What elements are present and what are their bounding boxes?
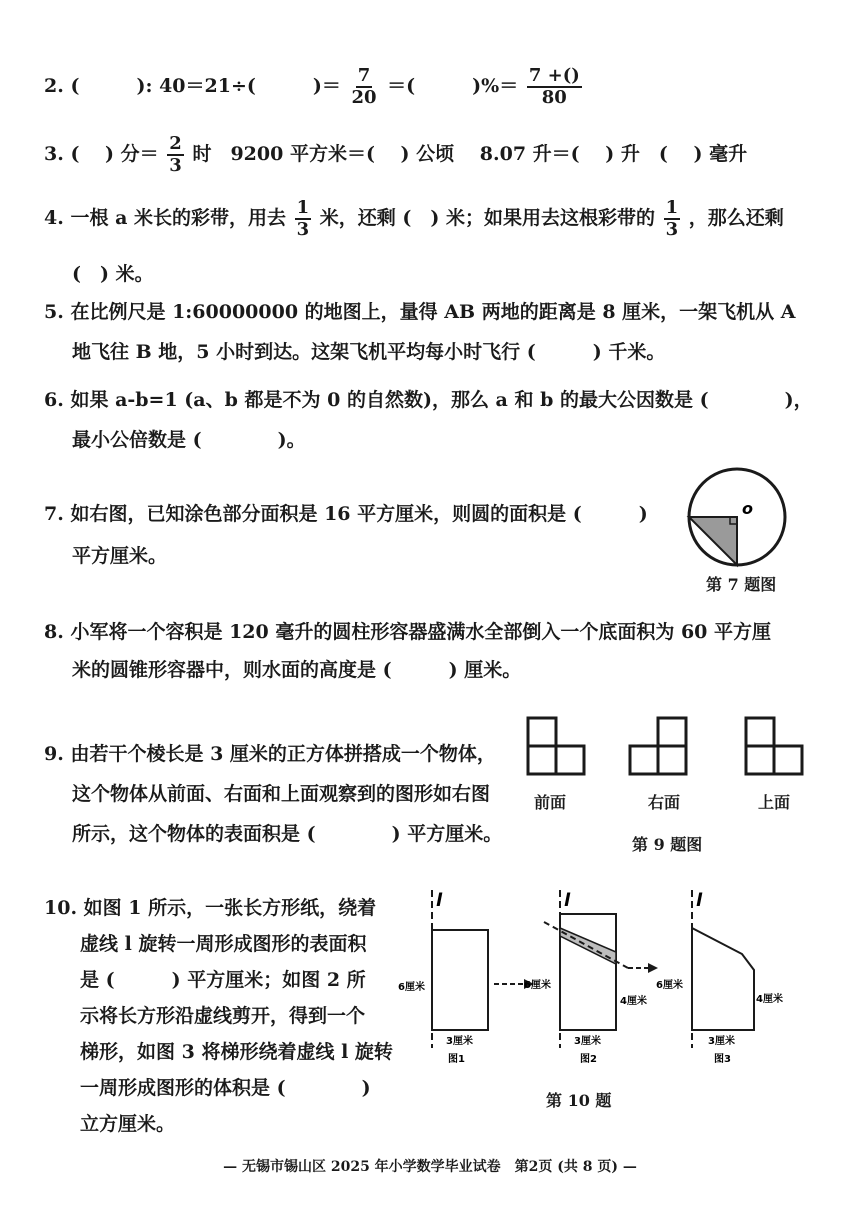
- question-text: 3. ( ) 分＝: [44, 143, 159, 165]
- question-4: [44, 198, 784, 240]
- dimension-label: 3厘米: [708, 1036, 735, 1047]
- question-text: ＝( )%＝: [387, 75, 519, 97]
- figure-label: 图1: [448, 1054, 465, 1065]
- question-9-line-1: 9. 由若干个棱长是 3 厘米的正方体拼搭成一个物体，: [44, 743, 496, 765]
- view-label-top: 上面: [758, 793, 791, 812]
- figure-9-caption: 第 9 题图: [632, 835, 703, 854]
- trapezoid: [692, 928, 754, 1030]
- figure-7-caption: 第 7 题图: [706, 575, 777, 594]
- dimension-label: 6厘米: [398, 982, 425, 993]
- question-7-line-2: 平方厘米。: [72, 545, 168, 567]
- question-7-line-1: 7. 如右图，已知涂色部分面积是 16 平方厘米，则圆的面积是 ( ): [44, 503, 648, 525]
- rotation-figures: [396, 884, 796, 1074]
- question-text: ，那么还剩: [688, 207, 784, 229]
- question-10-line-1: 10. 如图 1 所示，一张长方形纸，绕着: [44, 897, 377, 919]
- question-9-line-3: 所示，这个物体的表面积是 ( ) 平方厘米。: [72, 823, 503, 845]
- question-10-line-2: 虚线 l 旋转一周形成图形的表面积: [80, 933, 367, 955]
- dimension-label: 6厘米: [656, 980, 683, 991]
- axis-label: l: [564, 890, 571, 911]
- fraction: $\frac{7}{20}$: [351, 65, 377, 108]
- question-3: [44, 134, 747, 176]
- question-10-line-6: 一周形成图形的体积是 ( ): [80, 1077, 371, 1099]
- figure-3: [656, 890, 783, 1065]
- question-number: 2.: [44, 75, 64, 97]
- dimension-label: 4厘米: [620, 996, 647, 1007]
- fraction: $\frac{1}{3}$: [665, 197, 679, 240]
- rectangle: [432, 930, 488, 1030]
- question-8-line-1: 8. 小军将一个容积是 120 毫升的圆柱形容器盛满水全部倒入一个底面积为 60 平方厘: [44, 621, 772, 643]
- front-view-shape: [528, 718, 584, 774]
- circle-figure: [684, 464, 794, 574]
- center-label: o: [742, 499, 753, 518]
- figure-label: 图2: [580, 1054, 597, 1065]
- question-6-line-1: 6. 如果 a-b=1 (a、b 都是不为 0 的自然数)，那么 a 和 b 的最大公因数是 ( )，: [44, 389, 813, 411]
- question-9-line-2: 这个物体从前面、右面和上面观察到的图形如右图: [72, 783, 491, 805]
- dimension-label: 4厘米: [756, 994, 783, 1005]
- figure-1: [398, 890, 488, 1065]
- fraction: $\frac{2}{3}$: [169, 133, 182, 176]
- axis-label: l: [696, 890, 703, 911]
- question-10-line-3: 是 ( ) 平方厘米；如图 2 所: [80, 969, 366, 991]
- question-5-line-1: 5. 在比例尺是 1:60000000 的地图上，量得 AB 两地的距离是 8 厘米，一架飞机从 A: [44, 301, 796, 323]
- question-2: [44, 66, 584, 108]
- view-label-right: 右面: [648, 793, 681, 812]
- question-5-line-2: 地飞往 B 地，5 小时到达。这架飞机平均每小时飞行 ( ) 千米。: [72, 341, 666, 363]
- figure-2: [524, 890, 647, 1065]
- fraction: $\frac{7 +()}{80}$: [528, 65, 580, 108]
- question-8-line-2: 米的圆锥形容器中，则水面的高度是 ( ) 厘米。: [72, 659, 522, 681]
- figure-label: 图3: [714, 1054, 731, 1065]
- three-views-figure: [524, 712, 824, 782]
- question-text: ( ): 40＝21÷( )＝: [70, 75, 341, 97]
- page-footer: — 无锡市锡山区 2025 年小学数学毕业试卷 第2页 (共 8 页) —: [223, 1159, 637, 1175]
- question-text: 时 9200 平方米＝( ) 公顷 8.07 升＝( ) 升 ( ) 毫升: [192, 143, 748, 165]
- question-10-line-4: 示将长方形沿虚线剪开，得到一个: [80, 1005, 366, 1027]
- question-4-line-2: ( ) 米。: [72, 263, 154, 285]
- dimension-label: 3厘米: [446, 1036, 473, 1047]
- question-10-line-5: 梯形，如图 3 将梯形绕着虚线 l 旋转: [80, 1041, 393, 1063]
- figure-10-caption: 第 10 题: [546, 1091, 612, 1110]
- axis-label: l: [436, 890, 443, 911]
- fraction: $\frac{1}{3}$: [296, 197, 310, 240]
- arrow-icon: [628, 963, 658, 973]
- view-label-front: 前面: [534, 793, 567, 812]
- question-6-line-2: 最小公倍数是 ( )。: [72, 429, 306, 451]
- question-10-line-7: 立方厘米。: [80, 1113, 176, 1135]
- dimension-label: 6厘米: [524, 980, 551, 991]
- top-view-shape: [746, 718, 802, 774]
- question-text: 4. 一根 a 米长的彩带，用去: [44, 207, 286, 229]
- right-view-shape: [630, 718, 686, 774]
- question-text: 米，还剩 ( ) 米；如果用去这根彩带的: [319, 207, 655, 229]
- dimension-label: 3厘米: [574, 1036, 601, 1047]
